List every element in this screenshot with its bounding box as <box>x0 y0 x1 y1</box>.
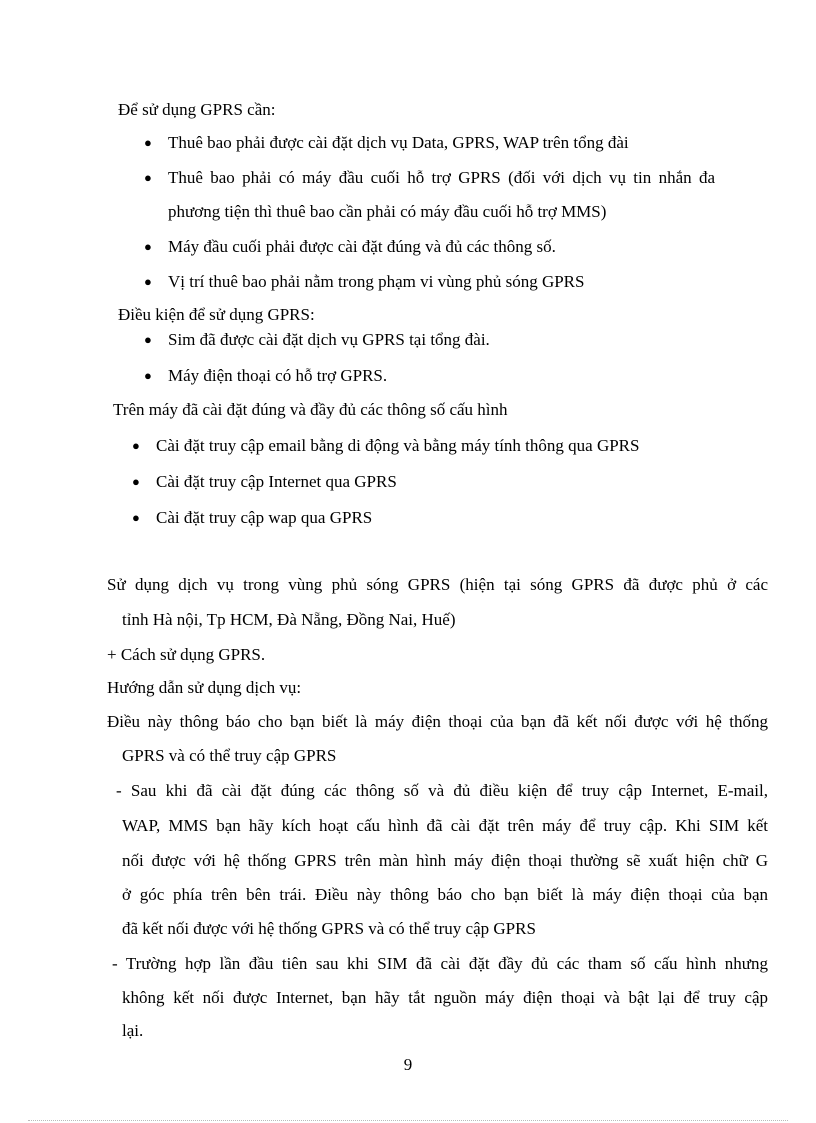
section1-bullet-1: Thuê bao phải được cài đặt dịch vụ Data, GPRS, WAP trên tổng đài <box>168 133 629 152</box>
bullet-dot: ● <box>144 368 152 383</box>
para4-line1: - Trường hợp lần đầu tiên sau khi SIM đã cài đặt đầy đủ các tham số cấu hình nhưng <box>112 954 768 973</box>
how-to-line: + Cách sử dụng GPRS. <box>107 645 266 664</box>
section1-bullet-2-cont: phương tiện thì thuê bao cần phải có máy đầu cuối hỗ trợ MMS) <box>168 202 607 221</box>
bullet-dot: ● <box>132 510 140 525</box>
bullet-dot: ● <box>144 239 152 254</box>
section2-bullet-2: Máy điện thoại có hỗ trợ GPRS. <box>168 366 388 385</box>
section2-bullet-1: Sim đã được cài đặt dịch vụ GPRS tại tổng đài. <box>168 330 490 349</box>
para2-line2: GPRS và có thể truy cập GPRS <box>122 746 337 765</box>
para4-line3: lại. <box>122 1021 144 1040</box>
section1-bullet-2: Thuê bao phải có máy đầu cuối hỗ trợ GPRS (đối với dịch vụ tin nhắn đa <box>168 168 715 187</box>
section3-bullet-3: Cài đặt truy cập wap qua GPRS <box>156 508 373 527</box>
para1-line2: tỉnh Hà nội, Tp HCM, Đà Nẵng, Đồng Nai, Huế) <box>122 610 456 629</box>
para4-line2: không kết nối được Internet, bạn hãy tắt nguồn máy điện thoại và bật lại để truy cập <box>122 988 768 1007</box>
para3-line5: đã kết nối được với hệ thống GPRS và có thể truy cập GPRS <box>122 919 536 938</box>
para3-line2: WAP, MMS bạn hãy kích hoạt cấu hình đã cài đặt trên máy để truy cập. Khi SIM kết <box>122 816 768 835</box>
para3-line4: ở góc phía trên bên trái. Điều này thông báo cho bạn biết là máy điện thoại của bạn <box>122 885 768 904</box>
para1-line1: Sử dụng dịch vụ trong vùng phủ sóng GPRS (hiện tại sóng GPRS đã được phủ ở các <box>107 575 768 594</box>
section1-bullet-3: Máy đầu cuối phải được cài đặt đúng và đủ các thông số. <box>168 237 556 256</box>
para2-line1: Điều này thông báo cho bạn biết là máy điện thoại của bạn đã kết nối được với hệ thống <box>107 712 768 731</box>
bullet-dot: ● <box>144 274 152 289</box>
bullet-dot: ● <box>132 438 140 453</box>
bullet-dot: ● <box>132 474 140 489</box>
bullet-dot: ● <box>144 135 152 150</box>
page-bottom-divider <box>28 1120 788 1121</box>
bullet-dot: ● <box>144 170 152 185</box>
section3-bullet-1: Cài đặt truy cập email bằng di động và bằng máy tính thông qua GPRS <box>156 436 640 455</box>
section2-heading: Điều kiện để sử dụng GPRS: <box>118 305 315 324</box>
bullet-dot: ● <box>144 332 152 347</box>
section1-bullet-4: Vị trí thuê bao phải nằm trong phạm vi vùng phủ sóng GPRS <box>168 272 585 291</box>
para3-line3: nối được với hệ thống GPRS trên màn hình máy điện thoại thường sẽ xuất hiện chữ G <box>122 851 768 870</box>
para3-line1: - Sau khi đã cài đặt đúng các thông số và đủ điều kiện để truy cập Internet, E-mail, <box>116 781 768 800</box>
section1-heading: Để sử dụng GPRS cần: <box>118 100 276 119</box>
guide-line: Hướng dẫn sử dụng dịch vụ: <box>107 678 302 697</box>
section3-heading: Trên máy đã cài đặt đúng và đầy đủ các thông số cấu hình <box>113 400 508 419</box>
page-number: 9 <box>403 1055 413 1074</box>
section3-bullet-2: Cài đặt truy cập Internet qua GPRS <box>156 472 397 491</box>
